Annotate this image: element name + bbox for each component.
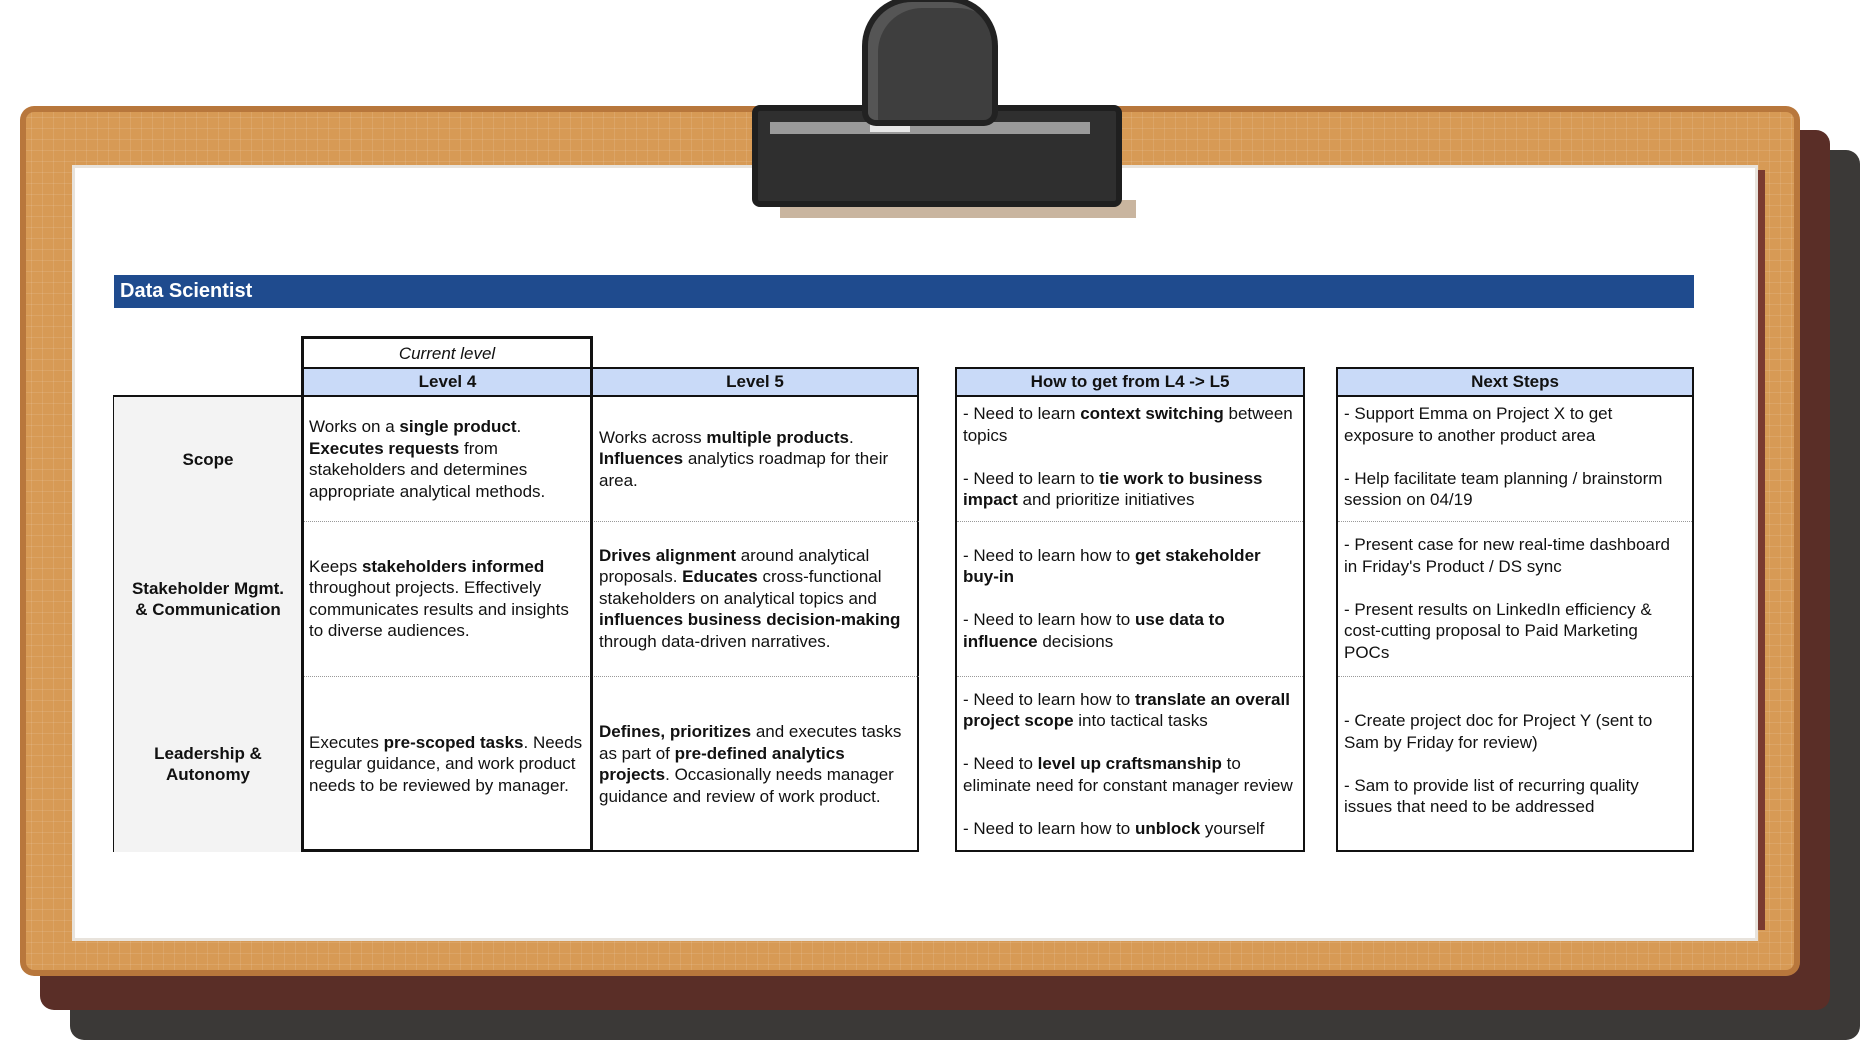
- table-cell-level5: Drives alignment around analytical proposals. Educates cross-functional stakeholders on analytical topics and influences business decision-making through data-driven narratives.: [599, 545, 901, 651]
- header-level-5: Level 5: [591, 367, 919, 397]
- header-level-4: Level 4: [302, 367, 593, 397]
- row-label: Leadership & Autonomy: [114, 676, 302, 852]
- table-cell-level4: Works on a single product. Executes requests from stakeholders and determines appropriate analytical methods.: [309, 417, 546, 501]
- table-cell-level5: Works across multiple products. Influences analytics roadmap for their area.: [599, 427, 889, 490]
- table-cell-next-steps: - Create project doc for Project Y (sent to Sam by Friday for review) - Sam to provide list of recurring quality issues that need to be addressed: [1344, 711, 1653, 817]
- clip-top: [868, 2, 992, 120]
- row-label: Stakeholder Mgmt. & Communication: [114, 521, 302, 676]
- document-title: Data Scientist: [114, 275, 1694, 308]
- row-label: Scope: [114, 397, 302, 521]
- table-cell-next-steps: - Present case for new real-time dashboard in Friday's Product / DS sync - Present results on LinkedIn efficiency & cost-cutting proposal to Paid Marketing POCs: [1344, 535, 1670, 662]
- clip-base: [752, 105, 1122, 207]
- table-cell-next-steps: - Support Emma on Project X to get exposure to another product area - Help facilitate team planning / brainstorm session on 04/19: [1344, 404, 1663, 509]
- table-cell-how-to: - Need to learn how to translate an overall project scope into tactical tasks - Need to level up craftsmanship to eliminate need for constant manager review - Need to learn how to unblock yourself: [963, 689, 1293, 838]
- table-cell-how-to: - Need to learn context switching between topics - Need to learn to tie work to business impact and prioritize initiatives: [963, 404, 1293, 509]
- clip-highlight: [870, 124, 910, 132]
- clip-shine: [770, 122, 1090, 134]
- header-next-steps: Next Steps: [1336, 367, 1694, 397]
- table-cell-how-to: - Need to learn how to get stakeholder buy-in - Need to learn how to use data to influence decisions: [963, 545, 1261, 651]
- table-cell-level5: Defines, prioritizes and executes tasks as part of pre-defined analytics projects. Occasionally needs manager guidance and review of work product.: [599, 722, 902, 806]
- table-cell-level4: Executes pre-scoped tasks. Needs regular guidance, and work product needs to be reviewed by manager.: [309, 732, 583, 795]
- current-level-label: Current level: [398, 344, 496, 363]
- table-cell-level4: Keeps stakeholders informed throughout projects. Effectively communicates results and insights to diverse audiences.: [309, 556, 569, 640]
- header-how-to: How to get from L4 -> L5: [955, 367, 1305, 397]
